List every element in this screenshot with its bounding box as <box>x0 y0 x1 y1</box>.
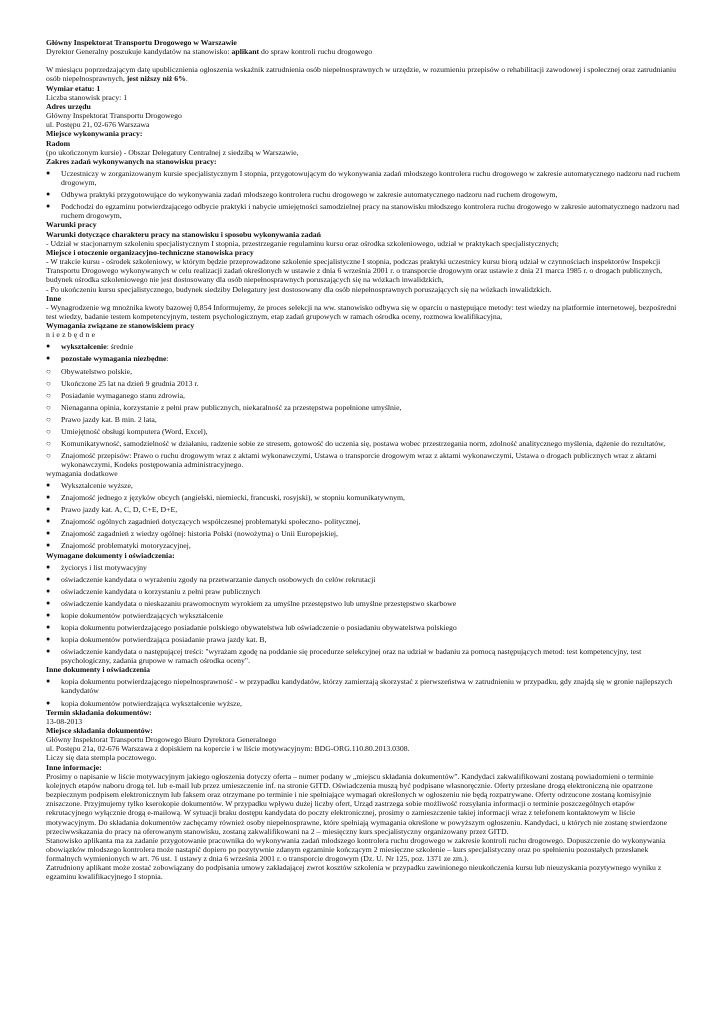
bullet-icon: ● <box>46 517 51 526</box>
list-item <box>46 493 680 502</box>
list-item <box>46 391 680 400</box>
employment-text: W miesiącu poprzedzającym datę upublicznienia ogłoszenia wskaźnik zatrudnienia osób niepełnosprawnych w urzędzie, w rozumieniu przepisów o rehabilitacji zawodowej i społecznej oraz zatrudnianiu osób niepełnosprawnych, <box>46 65 676 84</box>
list-item-text: oświadczenie kandydata o korzystaniu z pełni praw publicznych <box>61 586 261 596</box>
deadline-date: 13-08-2013 <box>46 716 83 726</box>
additional-info-paragraph: Zatrudniony aplikant może zostać zobowiązany do podpisania umowy zakładającej zwrot kosztów szkolenia w przypadku zawinionego nieukończenia kursu lub nieuzyskania pozytywnego wyniku z egzaminu kwalifikacyjnego I stopnia. <box>46 863 662 882</box>
institution-title: Główny Inspektorat Transportu Drogowego w Warszawie <box>46 38 237 47</box>
list-item-text: kopia dokumentu potwierdzającego posiadanie polskiego obywatelstwa lub oświadczenie o posiadaniu obywatelstwa polskiego <box>61 622 457 632</box>
conditions-sub-label: Warunki dotyczące charakteru pracy na stanowisku i sposobu wykonywania zadań <box>46 229 321 239</box>
list-item <box>46 517 680 526</box>
list-item-text: Komunikatywność, samodzielność w działaniu, radzenie sobie ze stresem, gotowość do uczenia się, postawa wobec przestrzegania norm, zdolność analitycznego myślenia, dążenie do rezultatów, <box>61 438 666 448</box>
deadline-label: Termin składania dokumentów: <box>46 707 152 717</box>
employment-end: . <box>185 74 188 84</box>
list-item-text: oświadczenie kandydata o następującej treści: "wyrażam zgodę na poddanie się procedurze selekcyjnej oraz na udział w badaniu za pomocą następujących metod: test kompetencyjny, test psychologiczny, zadania grupowe w ramach ośrodka oceny". <box>61 646 642 666</box>
list-item <box>46 611 680 620</box>
bullet-icon: ● <box>46 646 51 655</box>
intro-text: Dyrektor Generalny poszukuje kandydatów na stanowisko: <box>46 47 232 57</box>
bullet-icon: ● <box>46 190 51 199</box>
list-item-text: Wykształcenie wyższe, <box>61 481 133 491</box>
positions-count: Liczba stanowisk pracy: 1 <box>46 92 128 102</box>
intro-suffix: do spraw kontroli ruchu drogowego <box>259 47 373 57</box>
list-item-text: Odbywa praktyki przygotowujące do wykonywania zadań młodszego kontrolera ruchu drogowego w zakresie automatycznego nadzoru nad ruchem drogowym, <box>61 190 558 200</box>
additional-info-paragraph: Prosimy o napisanie w liście motywacyjnym jakiego ogłoszenia dotyczy oferta – numer podany w „miejscu składania dokumentów”. Kandydaci zakwalifikowani zostaną powiadomieni o terminie kolejnych etapów naboru drogą tel. lub e-mail lub przez umieszczenie inf. na stronie GITD. Oświadczenia muszą być podpisane własnoręcznie. Oferty przesłane drogą elektroniczną nie opatrzone bezpiecznym podpisem elektronicznym lub faksem oraz otrzymane po terminie i nie spełniające wymagań określonych w ogłoszeniu nie będą rozpatrywane. Oferty odrzucone zostaną komisyjnie zniszczone. Przyjmujemy tylko kserokopie dokumentów. W przypadku wpływu dużej liczby ofert, Urząd zastrzega sobie możliwość rozsyłania informacji o terminie poszczególnych etapów rekrutacyjnego wyłącznie drogą e-mailową. W sytuacji braku dostępu kandydata do poczty elektronicznej, prosimy o zamieszczenie takiej informacji wraz z telefonem kontaktowym w liście motywacyjnym. Do składania dokumentów zachęcamy również osoby niepełnosprawne, które spełniają wymagania określone w powyższym ogłoszeniu. Kandydaci, u których nie zostanę stwierdzone przeciwwskazania do pracy na oferowanym stanowisku, zostaną zakwalifikowani na 2 – miesięczny kurs specjalistyczny organizowany przez GITD. <box>46 771 668 836</box>
address-line: ul. Postępu 21, 02-676 Warszawa <box>46 120 150 130</box>
conditions-label: Warunki pracy <box>46 220 97 230</box>
list-item-text: kopia dokumentów potwierdzająca posiadanie prawa jazdy kat. B, <box>61 634 267 644</box>
circle-bullet-icon: ○ <box>46 402 51 412</box>
intro-line <box>46 47 680 56</box>
bullet-icon: ● <box>46 342 51 351</box>
list-item <box>46 647 680 665</box>
list-item <box>46 451 680 469</box>
employment-indicator <box>46 65 680 83</box>
list-item-text: Podchodzi do egzaminu potwierdzającego odbycie praktyki i nabycie umiejętności samodzielnej pracy na stanowisku młodszego kontrolera ruchu drogowego w zakresie automatycznego nadzoru nad ruchem drogowym, <box>61 202 680 221</box>
circle-bullet-icon: ○ <box>46 426 51 436</box>
list-item <box>46 563 680 572</box>
list-item-text: kopie dokumentów potwierdzających wykształcenie <box>61 610 224 620</box>
bullet-icon: ● <box>46 634 51 643</box>
wymiar-label: Wymiar etatu: 1 <box>46 83 101 93</box>
bullet-icon: ● <box>46 505 51 514</box>
list-item-text: Znajomość zagadnień z wiedzy ogólnej: historia Polski (nowożytna) o Unii Europejskiej, <box>61 529 338 539</box>
environment-label: Miejsce i otoczenie organizacyjno-techniczne stanowiska pracy <box>46 247 254 257</box>
list-item-text: Znajomość przepisów: Prawo o ruchu drogowym wraz z aktami wykonawczymi, Ustawa o transporcie drogowym wraz z aktami wykonawczymi, Ustawa o drogach publicznych wraz z aktami wykonawczymi, Kodeks postępowania administracyjnego. <box>61 450 657 469</box>
list-item <box>46 190 680 199</box>
submission-line: Główny Inspektorat Transportu Drogowego Biuro Dyrektora Generalnego <box>46 735 277 745</box>
bullet-icon: ● <box>46 677 51 686</box>
list-item <box>46 599 680 608</box>
circle-bullet-icon: ○ <box>46 414 51 424</box>
bullet-icon: ● <box>46 541 51 550</box>
list-item <box>46 541 680 550</box>
list-item <box>46 202 680 220</box>
environment-text: - W trakcie kursu - ośrodek szkoleniowy, w którym będzie przeprowadzone szkolenie specjalistyczne I stopnia, podczas praktyki uczestnicy kursu biorą udział w czynnościach inspektorów Inspekcji Transportu Drogowego wykonywanych w celu realizacji zadań określonych w ustawie z dnia 6 września 2001 r. o transporcie drogowym oraz ustawie z dnia 21 marca 1985 r. o drogach publicznych, budynek ośrodka szkoleniowego nie jest dostosowany dla osób niepełnosprawnych poruszających się na wózkach inwalidzkich, <box>46 257 663 285</box>
circle-bullet-icon: ○ <box>46 450 51 460</box>
bullet-icon: ● <box>46 574 51 583</box>
list-item <box>46 415 680 424</box>
education-value: : średnie <box>106 342 134 352</box>
other-label: Inne <box>46 293 62 303</box>
conditions-text: - Udział w stacjonarnym szkoleniu specjalistycznym I stopnia, przestrzeganie regulaminu kursu oraz ośrodka szkoleniowego, udział w praktykach specjalistycznych; <box>46 238 559 248</box>
list-item-text: Znajomość jednego z języków obcych (angielski, niemiecki, francuski, rosyjski), w stopniu komunikatywnym, <box>61 493 405 503</box>
list-item-text: kopia dokumentu potwierdzającego niepełnosprawność - w przypadku kandydatów, którzy zamierzają skorzystać z pierwszeństwa w zatrudnieniu w przypadku, gdy znajdą się w gronie najlepszych kandydatów <box>61 677 673 696</box>
bullet-icon: ● <box>46 354 51 363</box>
list-item <box>46 677 680 695</box>
list-item <box>46 575 680 584</box>
requirements-label: Wymagania związane ze stanowiskiem pracy <box>46 321 195 331</box>
bullet-icon: ● <box>46 586 51 595</box>
list-item-text: oświadczenie kandydata o wyrażeniu zgody na przetwarzanie danych osobowych do celów rekrutacji <box>61 574 376 584</box>
submission-line: Liczy się data stempla pocztowego. <box>46 753 157 763</box>
list-item-text: oświadczenie kandydata o nieskazaniu prawomocnym wyrokiem za umyślne przestępstwo lub umyślne przestępstwo skarbowe <box>61 598 457 608</box>
list-item <box>46 379 680 388</box>
employment-bold: jest niższy niż 6% <box>126 74 186 84</box>
bullet-icon: ● <box>46 610 51 619</box>
list-item <box>46 354 680 363</box>
other-text: - Wynagrodzenie wg mnożnika kwoty bazowej 0,854 Informujemy, że proces selekcji na ww. stanowisko odbywa się w oparciu o następujące metody: test wiedzy na platformie internetowej, bezpośredni test wiedzy, badanie testem kompetencyjnym, testem psychologicznym, etap zadań grupowych w ramach ośrodka oceny, rozmowa kwalifikacyjna, <box>46 302 677 322</box>
list-item-text: Ukończone 25 lat na dzień 9 grudnia 2013 r. <box>61 378 199 388</box>
list-item-text: Nienaganna opinia, korzystanie z pełni praw publicznych, niekaralność za przestępstwa popełnione umyślnie, <box>61 402 402 412</box>
list-item <box>46 505 680 514</box>
additional-requirements-label: wymagania dodatkowe <box>46 469 118 479</box>
address-label: Adres urzędu <box>46 101 91 111</box>
additional-info-paragraph: Stanowisko aplikanta ma za zadanie przygotowanie pracownika do wykonywania zadań młodszego kontrolera ruchu drogowego w zakresie kontroli ruchu drogowego. Dopuszczenie do wykonywania obowiązków młodszego kontrolera może nastąpić dopiero po pozytywnie zdanym egzaminie kończącym 2 miesięczne szkolenie – kurs specjalistyczny oraz po spełnieniu pozostałych przesłanek formalnych wymienionych w art. 76 ust. 1 ustawy z dnia 6 września 2001 r. o transporcie drogowym (Dz. U. Nr 125, poz. 1371 ze zm.). <box>46 835 666 864</box>
list-item-text: Prawo jazdy kat. A, C, D, C+E, D+E, <box>61 505 178 515</box>
environment-text: - Po ukończeniu kursu specjalistycznego, budynek siedziby Delegatury jest dostosowany dla osób niepełnosprawnych poruszających się na wózkach inwalidzkich. <box>46 284 552 294</box>
bullet-icon: ● <box>46 529 51 538</box>
colon: : <box>166 354 169 364</box>
job-announcement <box>46 38 680 882</box>
circle-bullet-icon: ○ <box>46 366 51 376</box>
duties-label: Zakres zadań wykonywanych na stanowisku pracy: <box>46 156 217 166</box>
circle-bullet-icon: ○ <box>46 378 51 388</box>
submission-line: ul. Postępu 21a, 02-676 Warszawa z dopiskiem na kopercie i w liście motywacyjnym: BDG-ORG.110.80.2013.0308. <box>46 744 410 754</box>
list-item-text: Prawo jazdy kat. B min. 2 lata, <box>61 414 157 424</box>
other-requirements-label: pozostałe wymagania niezbędne <box>61 354 167 364</box>
required-label: niezbędne <box>46 330 98 340</box>
list-item-text: Znajomość ogólnych zagadnień dotyczących współczesnej problematyki społeczno- politycznej, <box>61 517 361 527</box>
list-item <box>46 529 680 538</box>
list-item <box>46 169 680 187</box>
bullet-icon: ● <box>46 202 51 211</box>
list-item-text: Posiadanie wymaganego stanu zdrowia, <box>61 390 185 400</box>
bullet-icon: ● <box>46 493 51 502</box>
bullet-icon: ● <box>46 622 51 631</box>
list-item <box>46 342 680 351</box>
bullet-icon: ● <box>46 598 51 607</box>
education-label: wykształcenie <box>61 342 107 352</box>
list-item <box>46 427 680 436</box>
list-item <box>46 587 680 596</box>
list-item-text: kopia dokumentów potwierdzająca wykształcenie wyższe, <box>61 698 242 708</box>
list-item <box>46 403 680 412</box>
list-item-text: Umiejętność obsługi komputera (Word, Excel), <box>61 426 208 436</box>
list-item <box>46 439 680 448</box>
documents-label: Wymagane dokumenty i oświadczenia: <box>46 550 175 560</box>
list-item <box>46 635 680 644</box>
circle-bullet-icon: ○ <box>46 438 51 448</box>
list-item <box>46 481 680 490</box>
bullet-icon: ● <box>46 698 51 707</box>
circle-bullet-icon: ○ <box>46 390 51 400</box>
bullet-icon: ● <box>46 168 51 177</box>
list-item-text: Znajomość problematyki motoryzacyjnej, <box>61 541 191 551</box>
bullet-icon: ● <box>46 562 51 571</box>
submission-place-label: Miejsce składania dokumentów: <box>46 725 153 735</box>
list-item <box>46 367 680 376</box>
bullet-icon: ● <box>46 481 51 490</box>
position-name: aplikant <box>231 47 260 57</box>
additional-info-label: Inne informacje: <box>46 762 102 772</box>
list-item <box>46 623 680 632</box>
address-line: Główny Inspektorat Transportu Drogowego <box>46 111 182 121</box>
other-documents-label: Inne dokumenty i oświadczenia <box>46 665 150 675</box>
list-item-text: Obywatelstwo polskie, <box>61 366 133 376</box>
workplace-city: Radom <box>46 138 71 148</box>
list-item <box>46 699 680 708</box>
list-item-text: Uczestniczy w zorganizowanym kursie specjalistycznym I stopnia, przygotowującym do wykonywania zadań młodszego kontrolera ruchu drogowego w zakresie automatycznego nadzoru nad ruchem drogowym, <box>61 168 681 188</box>
list-item-text: życiorys i list motywacyjny <box>61 562 147 572</box>
workplace-label: Miejsce wykonywania pracy: <box>46 129 143 139</box>
workplace-text: (po ukończonym kursie) - Obszar Delegatury Centralnej z siedzibą w Warszawie, <box>46 147 299 157</box>
